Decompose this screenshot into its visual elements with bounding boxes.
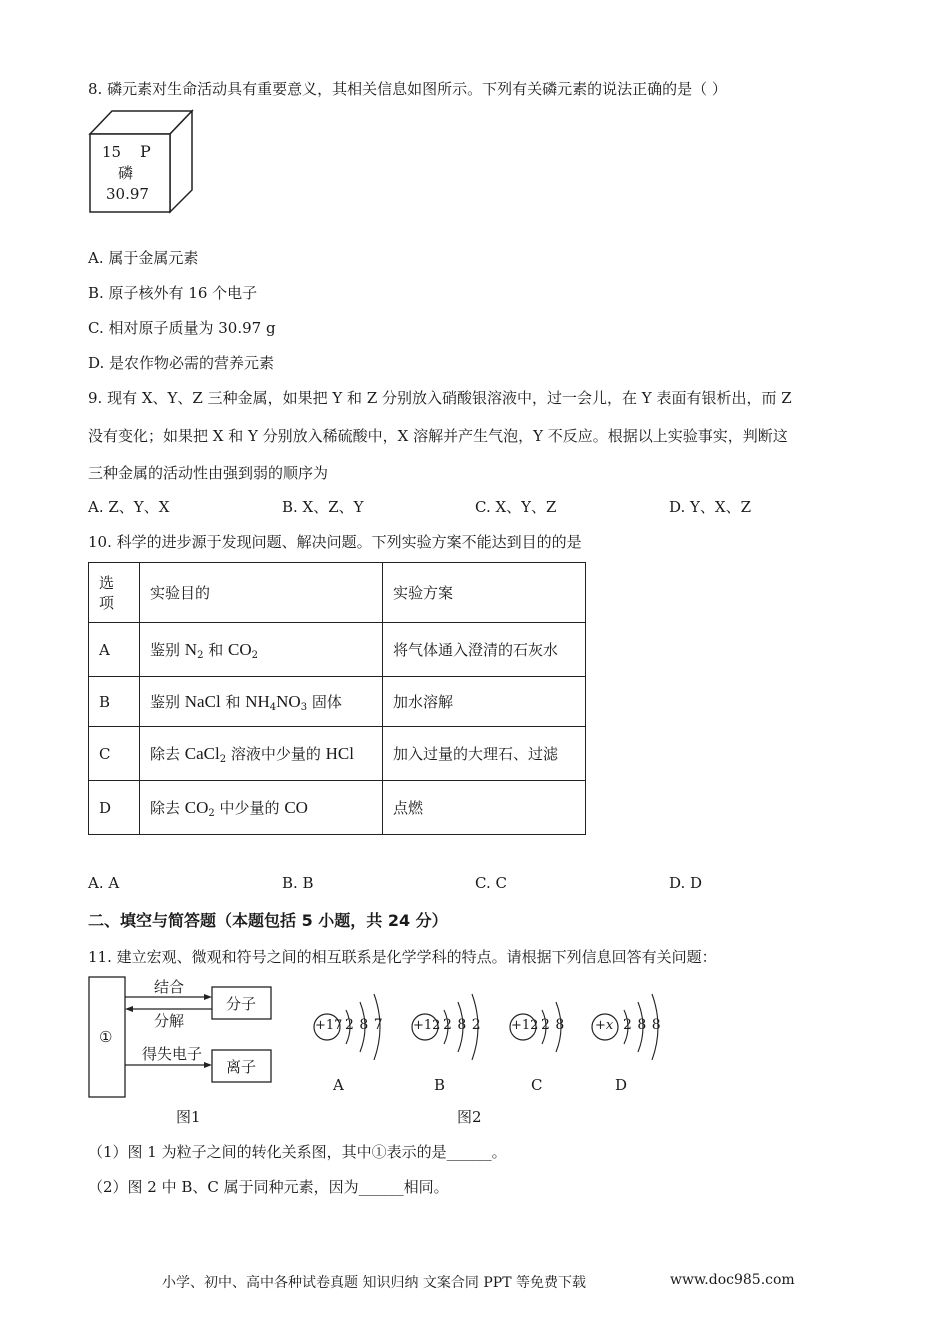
q9-line1: 9. 现有 X、Y、Z 三种金属，如果把 Y 和 Z 分别放入硝酸银溶液中，过一会儿，在 Y 表面有银析出，而 Z bbox=[88, 389, 792, 407]
row-plan: 点燃 bbox=[383, 781, 586, 835]
atom-label-c: C bbox=[531, 1076, 543, 1094]
figure-2-caption: 图2 bbox=[457, 1108, 482, 1126]
header-option: 选 项 bbox=[89, 563, 140, 623]
atom-label-a: A bbox=[333, 1076, 344, 1094]
atom-diagram-b bbox=[408, 990, 488, 1060]
atom-diagram-a bbox=[310, 990, 390, 1060]
q9-line2: 没有变化；如果把 X 和 Y 分别放入稀硫酸中，X 溶解并产生气泡，Y 不反应。根据以上实验事实，判断这 bbox=[88, 427, 788, 445]
fig1-combine-label: 结合 bbox=[154, 978, 185, 996]
fig1-molecule-label: 分子 bbox=[226, 995, 257, 1013]
q10-option-a[interactable]: A. A bbox=[88, 874, 120, 892]
q9-option-d[interactable]: D. Y、X、Z bbox=[669, 498, 752, 516]
q9-option-a[interactable]: A. Z、Y、X bbox=[88, 498, 170, 516]
row-option: D bbox=[89, 781, 140, 835]
fig1-decompose-label: 分解 bbox=[154, 1012, 185, 1030]
table-header-row bbox=[89, 563, 586, 623]
q8-stem: 8. 磷元素对生命活动具有重要意义，其相关信息如图所示。下列有关磷元素的说法正确的是（ ） bbox=[88, 80, 727, 98]
q10-stem: 10. 科学的进步源于发现问题、解决问题。下列实验方案不能达到目的的是 bbox=[88, 533, 582, 551]
q8-option-c[interactable]: C. 相对原子质量为 30.97 g bbox=[88, 319, 276, 337]
section-title: 二、填空与简答题（本题包括 5 小题，共 24 分） bbox=[88, 911, 448, 930]
figure-1-arrows-icon bbox=[88, 976, 288, 1101]
q8-option-d[interactable]: D. 是农作物必需的营养元素 bbox=[88, 354, 275, 372]
q11-stem: 11. 建立宏观、微观和符号之间的相互联系是化学学科的特点。请根据下列信息回答有关问题： bbox=[88, 948, 717, 966]
row-purpose: 除去 CaCl$_2$ 溶液中少量的 HCl bbox=[140, 727, 383, 781]
figure-1 bbox=[88, 976, 288, 1101]
atom-nucleus-charge: +17 bbox=[315, 1018, 343, 1033]
atom-nucleus-charge: +12 bbox=[413, 1018, 441, 1033]
q10-option-d[interactable]: D. D bbox=[669, 874, 703, 892]
table-row bbox=[89, 781, 586, 835]
footer-link[interactable]: www.doc985.com bbox=[670, 1272, 795, 1288]
row-purpose: 除去 $CO_2$ 中少量的 CO bbox=[140, 781, 383, 835]
header-purpose: 实验目的 bbox=[140, 563, 383, 623]
atom-shell-electrons: 2 8 bbox=[541, 1017, 565, 1033]
q9-line3: 三种金属的活动性由强到弱的顺序为 bbox=[88, 464, 329, 482]
table-row bbox=[89, 727, 586, 781]
atom-label-b: B bbox=[434, 1076, 446, 1094]
atom-diagram-c bbox=[506, 990, 576, 1060]
row-purpose: 鉴别 NaCl 和 $NH_4NO_3$ 固体 bbox=[140, 677, 383, 727]
row-plan: 加水溶解 bbox=[383, 677, 586, 727]
table-row bbox=[89, 623, 586, 677]
fig1-circle-label: ① bbox=[99, 1028, 113, 1046]
element-name: 磷 bbox=[118, 164, 134, 182]
q11-sub1: （1）图 1 为粒子之间的转化关系图，其中①表示的是______。 bbox=[88, 1143, 507, 1161]
atom-diagram-d bbox=[588, 990, 668, 1060]
fig1-ion-label: 离子 bbox=[226, 1058, 257, 1076]
element-symbol: P bbox=[140, 142, 151, 161]
experiment-table bbox=[88, 562, 586, 835]
row-option: B bbox=[89, 677, 140, 727]
q11-sub2: （2）图 2 中 B、C 属于同种元素，因为______相同。 bbox=[88, 1178, 449, 1196]
atom-nucleus-charge: +x bbox=[595, 1018, 614, 1033]
q8-option-b[interactable]: B. 原子核外有 16 个电子 bbox=[88, 284, 258, 302]
row-plan: 将气体通入澄清的石灰水 bbox=[383, 623, 586, 677]
table-row bbox=[89, 677, 586, 727]
atom-shell-electrons: 2 8 7 bbox=[345, 1017, 383, 1033]
header-plan: 实验方案 bbox=[383, 563, 586, 623]
element-mass: 30.97 bbox=[106, 185, 149, 203]
q9-option-c[interactable]: C. X、Y、Z bbox=[475, 498, 557, 516]
figure-1-caption: 图1 bbox=[176, 1108, 201, 1126]
q10-option-c[interactable]: C. C bbox=[475, 874, 507, 892]
q10-option-b[interactable]: B. B bbox=[282, 874, 314, 892]
atom-shell-electrons: 2 8 8 bbox=[623, 1017, 661, 1033]
atom-label-d: D bbox=[615, 1076, 628, 1094]
element-number: 15 bbox=[102, 143, 122, 161]
row-option: A bbox=[89, 623, 140, 677]
fig1-gain-lose-label: 得失电子 bbox=[142, 1045, 203, 1063]
row-purpose: 鉴别 $N_2$ 和 $CO_2$ bbox=[140, 623, 383, 677]
row-option: C bbox=[89, 727, 140, 781]
element-cube bbox=[88, 108, 196, 214]
q9-option-b[interactable]: B. X、Z、Y bbox=[282, 498, 364, 516]
footer-text: 小学、初中、高中各种试卷真题 知识归纳 文案合同 PPT 等免费下载 bbox=[162, 1275, 586, 1291]
row-plan: 加入过量的大理石、过滤 bbox=[383, 727, 586, 781]
atom-nucleus-charge: +12 bbox=[511, 1018, 539, 1033]
q8-option-a[interactable]: A. 属于金属元素 bbox=[88, 249, 199, 267]
atom-shell-electrons: 2 8 2 bbox=[443, 1017, 481, 1033]
